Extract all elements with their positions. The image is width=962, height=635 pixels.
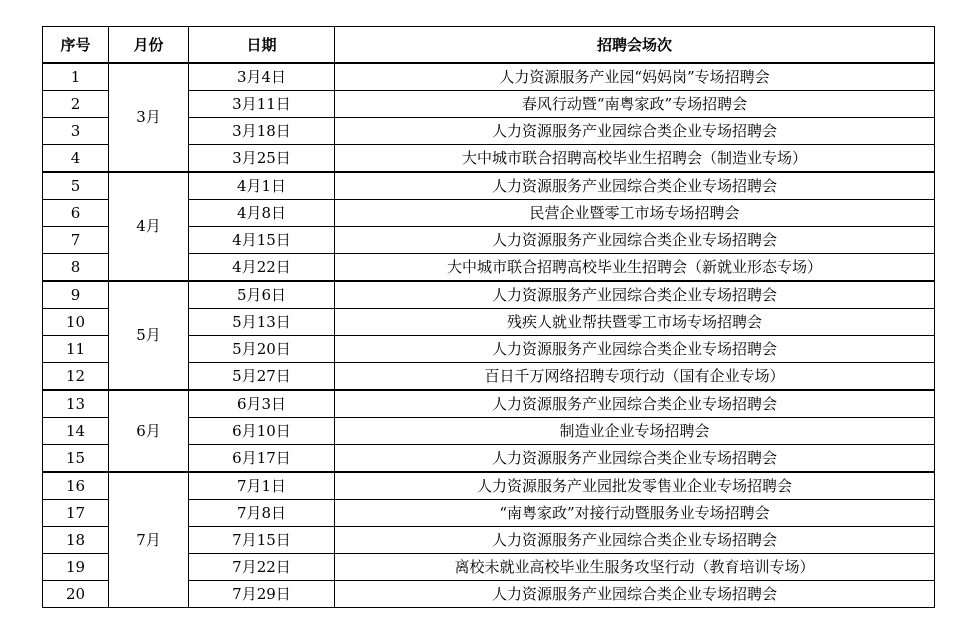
cell-serial-number: 19 (43, 553, 109, 580)
cell-job-fair-session: 制造业企业专场招聘会 (335, 417, 935, 444)
cell-month: 4月 (109, 172, 189, 281)
cell-job-fair-session: 百日千万网络招聘专项行动（国有企业专场） (335, 362, 935, 390)
cell-serial-number: 10 (43, 308, 109, 335)
cell-date: 3月11日 (189, 90, 335, 117)
cell-serial-number: 7 (43, 226, 109, 253)
cell-job-fair-session: 人力资源服务产业园综合类企业专场招聘会 (335, 281, 935, 309)
cell-serial-number: 2 (43, 90, 109, 117)
cell-serial-number: 20 (43, 580, 109, 607)
cell-date: 4月22日 (189, 253, 335, 281)
cell-serial-number: 5 (43, 172, 109, 200)
cell-month: 6月 (109, 390, 189, 472)
table-row (43, 390, 935, 418)
cell-job-fair-session: “南粤家政”对接行动暨服务业专场招聘会 (335, 499, 935, 526)
cell-serial-number: 6 (43, 199, 109, 226)
table-row (43, 63, 935, 91)
cell-date: 6月10日 (189, 417, 335, 444)
cell-serial-number: 11 (43, 335, 109, 362)
job-fair-schedule-table (42, 26, 935, 608)
cell-job-fair-session: 大中城市联合招聘高校毕业生招聘会（制造业专场） (335, 144, 935, 172)
table-row (43, 472, 935, 500)
cell-serial-number: 9 (43, 281, 109, 309)
table-header (43, 27, 935, 63)
cell-serial-number: 4 (43, 144, 109, 172)
cell-job-fair-session: 人力资源服务产业园综合类企业专场招聘会 (335, 335, 935, 362)
cell-month: 7月 (109, 472, 189, 608)
header-month: 月份 (109, 27, 189, 63)
cell-job-fair-session: 人力资源服务产业园综合类企业专场招聘会 (335, 117, 935, 144)
cell-date: 3月25日 (189, 144, 335, 172)
cell-serial-number: 18 (43, 526, 109, 553)
cell-date: 6月3日 (189, 390, 335, 418)
cell-date: 7月1日 (189, 472, 335, 500)
cell-date: 7月8日 (189, 499, 335, 526)
cell-date: 4月8日 (189, 199, 335, 226)
cell-month: 3月 (109, 63, 189, 172)
cell-job-fair-session: 离校未就业高校毕业生服务攻坚行动（教育培训专场） (335, 553, 935, 580)
cell-date: 6月17日 (189, 444, 335, 472)
cell-serial-number: 1 (43, 63, 109, 91)
cell-job-fair-session: 大中城市联合招聘高校毕业生招聘会（新就业形态专场） (335, 253, 935, 281)
cell-serial-number: 14 (43, 417, 109, 444)
cell-job-fair-session: 人力资源服务产业园综合类企业专场招聘会 (335, 444, 935, 472)
table-row (43, 172, 935, 200)
cell-job-fair-session: 人力资源服务产业园综合类企业专场招聘会 (335, 580, 935, 607)
cell-date: 3月4日 (189, 63, 335, 91)
cell-job-fair-session: 民营企业暨零工市场专场招聘会 (335, 199, 935, 226)
cell-date: 7月15日 (189, 526, 335, 553)
header-date: 日期 (189, 27, 335, 63)
cell-date: 5月6日 (189, 281, 335, 309)
table-row (43, 281, 935, 309)
cell-date: 5月20日 (189, 335, 335, 362)
cell-job-fair-session: 人力资源服务产业园批发零售业企业专场招聘会 (335, 472, 935, 500)
cell-serial-number: 13 (43, 390, 109, 418)
cell-job-fair-session: 人力资源服务产业园综合类企业专场招聘会 (335, 226, 935, 253)
cell-job-fair-session: 残疾人就业帮扶暨零工市场专场招聘会 (335, 308, 935, 335)
cell-serial-number: 16 (43, 472, 109, 500)
cell-serial-number: 12 (43, 362, 109, 390)
cell-job-fair-session: 人力资源服务产业园“妈妈岗”专场招聘会 (335, 63, 935, 91)
cell-date: 4月15日 (189, 226, 335, 253)
cell-serial-number: 8 (43, 253, 109, 281)
cell-job-fair-session: 人力资源服务产业园综合类企业专场招聘会 (335, 172, 935, 200)
table-body (43, 63, 935, 608)
cell-job-fair-session: 人力资源服务产业园综合类企业专场招聘会 (335, 526, 935, 553)
cell-job-fair-session: 春风行动暨“南粤家政”专场招聘会 (335, 90, 935, 117)
cell-serial-number: 15 (43, 444, 109, 472)
cell-date: 5月27日 (189, 362, 335, 390)
cell-date: 4月1日 (189, 172, 335, 200)
cell-serial-number: 17 (43, 499, 109, 526)
cell-job-fair-session: 人力资源服务产业园综合类企业专场招聘会 (335, 390, 935, 418)
header-row (43, 27, 935, 63)
header-serial-number: 序号 (43, 27, 109, 63)
cell-serial-number: 3 (43, 117, 109, 144)
cell-date: 3月18日 (189, 117, 335, 144)
cell-date: 7月29日 (189, 580, 335, 607)
header-job-fair-session: 招聘会场次 (335, 27, 935, 63)
cell-date: 7月22日 (189, 553, 335, 580)
cell-month: 5月 (109, 281, 189, 390)
cell-date: 5月13日 (189, 308, 335, 335)
